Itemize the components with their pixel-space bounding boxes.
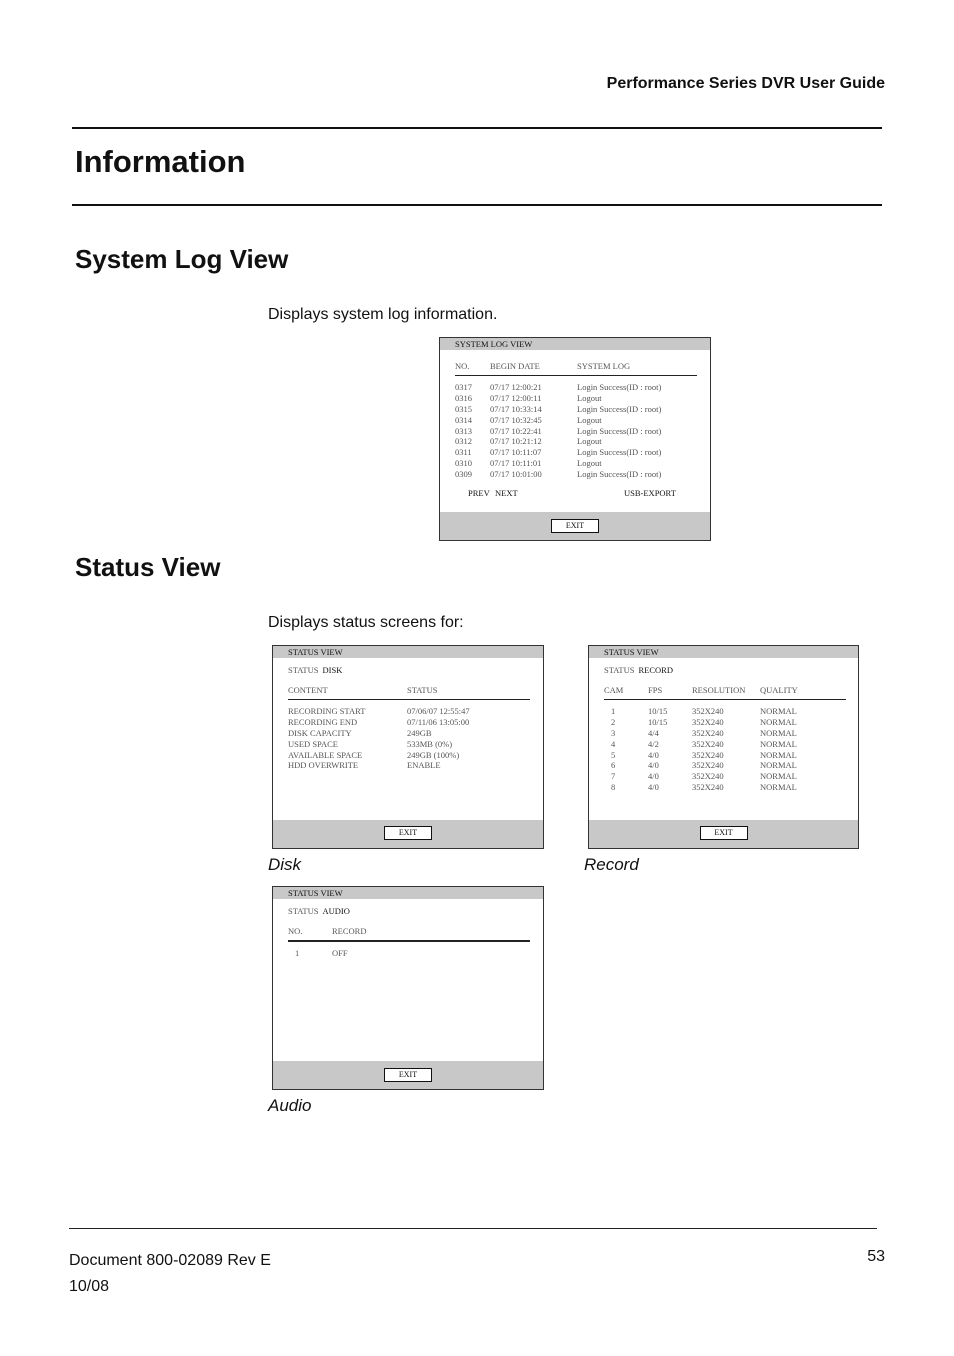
footer-rule [69,1228,877,1229]
status-line [604,665,844,675]
system-log-table [455,360,696,500]
exit-button[interactable]: EXIT [384,826,432,840]
table-cell: 07/17 12:00:21 [490,382,542,392]
figure-caption-record: Record [584,855,639,874]
table-cell: 0314 [455,414,472,425]
table-row [288,750,529,761]
column-header: RECORD [332,926,367,936]
table-cell: 0312 [455,436,472,447]
table-cell: NORMAL [760,771,797,782]
table-cell: 352X240 [692,727,724,738]
header-divider [604,699,846,700]
table-cell: 352X240 [692,771,724,782]
table-row [604,717,844,728]
column-header: CAM [604,685,624,695]
table-cell: 07/11/06 13:05:00 [407,716,470,727]
status-label: STATUS [288,665,319,675]
chapter-title: Information [75,144,246,179]
table-cell: 4/2 [648,738,659,749]
next-button[interactable]: NEXT [495,488,518,499]
table-body [288,948,529,959]
table-body [604,706,844,793]
table-cell: 07/17 10:33:14 [490,403,542,414]
disk-status-content [288,665,529,771]
table-cell: 07/17 10:01:00 [490,469,542,480]
document-number: Document 800-02089 Rev E [69,1252,271,1269]
disk-status-screen [272,645,544,849]
table-row [455,426,696,437]
status-value[interactable]: DISK [322,665,343,675]
table-cell: NORMAL [760,716,797,727]
table-cell: 07/17 10:11:01 [490,458,542,469]
table-row [455,382,696,393]
table-row [455,447,696,458]
table-cell: Login Success(ID : root) [577,447,662,458]
table-cell: 07/17 10:11:07 [490,447,542,458]
table-cell: Login Success(ID : root) [577,382,662,392]
table-cell: 5 [611,749,616,760]
table-row [288,717,529,728]
nav-bar [455,486,696,500]
table-cell: 4/0 [648,760,659,771]
table-cell: 1 [295,948,300,958]
table-cell: 7 [611,771,616,782]
table-cell: OFF [332,948,348,958]
table-header [288,925,529,937]
screen-title: STATUS VIEW [589,646,858,658]
table-row [604,750,844,761]
status-line [288,906,529,916]
status-line [288,665,529,675]
header-divider [288,940,530,942]
table-cell: 352X240 [692,782,724,793]
page-number: 53 [867,1248,885,1265]
table-row [288,739,529,750]
table-cell: 533MB (0%) [407,738,453,749]
screen-footer [273,1061,543,1089]
screen-footer [273,820,543,848]
status-value[interactable]: RECORD [638,665,673,675]
table-cell: RECORDING START [288,706,366,716]
table-cell: 352X240 [692,738,724,749]
running-title: Performance Series DVR User Guide [606,75,885,92]
table-row [455,436,696,447]
table-row [455,458,696,469]
prev-button[interactable]: PREV [468,488,490,499]
table-header [455,360,696,372]
table-cell: AVAILABLE SPACE [288,749,363,760]
table-cell: 0313 [455,425,472,436]
table-cell: Logout [577,458,602,469]
table-cell: 3 [611,727,616,738]
screen-title: STATUS VIEW [273,646,543,658]
header-rule [72,127,882,129]
table-cell: 0310 [455,458,472,469]
table-cell: 8 [611,782,616,793]
table-cell: 1 [611,706,616,716]
table-cell: HDD OVERWRITE [288,760,359,771]
column-header: NO. [455,361,470,371]
table-cell: 6 [611,760,616,771]
column-header: STATUS [407,685,438,695]
header-divider [288,699,530,700]
table-cell: 0311 [455,447,472,458]
audio-status-content [288,906,529,959]
screen-title: STATUS VIEW [273,887,543,899]
table-cell: Logout [577,414,602,425]
table-cell: 352X240 [692,706,724,716]
header-divider [455,375,697,376]
table-cell: 4/0 [648,749,659,760]
figure-caption-audio: Audio [268,1096,312,1115]
table-row [604,782,844,793]
table-row [288,706,529,717]
table-cell: NORMAL [760,727,797,738]
column-header: RESOLUTION [692,685,746,695]
table-row [604,739,844,750]
table-cell: 07/17 12:00:11 [490,392,542,403]
document-info [69,1248,271,1300]
audio-status-screen [272,886,544,1090]
record-status-screen [588,645,859,849]
table-cell: 10/15 [648,706,668,716]
chapter-rule [72,204,882,206]
table-cell: DISK CAPACITY [288,727,352,738]
table-row [288,948,529,959]
table-cell: 0317 [455,382,472,392]
table-cell: RECORDING END [288,716,358,727]
status-label: STATUS [604,665,635,675]
column-header: CONTENT [288,685,328,695]
table-cell: 4/0 [648,771,659,782]
table-cell: Logout [577,392,602,403]
table-cell: 4 [611,738,616,749]
table-row [604,706,844,717]
table-cell: 352X240 [692,760,724,771]
table-cell: ENABLE [407,760,441,771]
table-cell: Login Success(ID : root) [577,469,662,480]
table-row [455,404,696,415]
table-cell: Login Success(ID : root) [577,425,662,436]
column-header: SYSTEM LOG [577,361,631,371]
table-cell: 2 [611,716,616,727]
system-log-screen [439,337,711,541]
exit-button[interactable]: EXIT [551,519,599,533]
usb-export-button[interactable]: USB-EXPORT [624,488,676,499]
table-row [288,760,529,771]
table-cell: NORMAL [760,749,797,760]
table-header [604,684,844,696]
table-body [288,706,529,771]
column-header: FPS [648,685,663,695]
status-value[interactable]: AUDIO [322,906,350,916]
status-label: STATUS [288,906,319,916]
exit-button[interactable]: EXIT [384,1068,432,1082]
table-cell: NORMAL [760,760,797,771]
table-cell: 352X240 [692,749,724,760]
table-cell: NORMAL [760,782,797,793]
table-cell: 07/06/07 12:55:47 [407,706,470,716]
table-cell: Login Success(ID : root) [577,403,662,414]
table-cell: 4/0 [648,782,659,793]
column-header: BEGIN DATE [490,361,540,371]
table-cell: 07/17 10:21:12 [490,436,542,447]
table-cell: NORMAL [760,706,797,716]
table-cell: Logout [577,436,602,447]
table-row [604,771,844,782]
screen-title: SYSTEM LOG VIEW [440,338,710,350]
table-header [288,684,529,696]
table-row [604,728,844,739]
table-row [604,760,844,771]
document-date: 10/08 [69,1278,110,1295]
section-heading-status-view: Status View [75,552,221,582]
table-cell: 0309 [455,469,472,480]
table-cell: USED SPACE [288,738,338,749]
figure-caption-disk: Disk [268,855,302,874]
table-row [455,415,696,426]
table-cell: 0315 [455,403,472,414]
table-cell: 352X240 [692,716,724,727]
screen-footer [440,512,710,540]
table-cell: 07/17 10:32:45 [490,414,542,425]
table-cell: 4/4 [648,727,659,738]
status-view-description: Displays status screens for: [268,614,464,631]
table-cell: 10/15 [648,716,668,727]
record-status-content [604,665,844,793]
table-cell: 07/17 10:22:41 [490,425,542,436]
section-heading-system-log: System Log View [75,244,289,274]
column-header: QUALITY [760,685,798,695]
table-body [455,382,696,480]
table-cell: 0316 [455,392,472,403]
table-row [455,393,696,404]
table-row [288,728,529,739]
screen-footer [589,820,858,848]
table-row [455,469,696,480]
exit-button[interactable]: EXIT [700,826,748,840]
column-header: NO. [288,926,303,936]
table-cell: 249GB (100%) [407,749,460,760]
table-cell: NORMAL [760,738,797,749]
table-cell: 249GB [407,727,432,738]
system-log-description: Displays system log information. [268,306,498,323]
